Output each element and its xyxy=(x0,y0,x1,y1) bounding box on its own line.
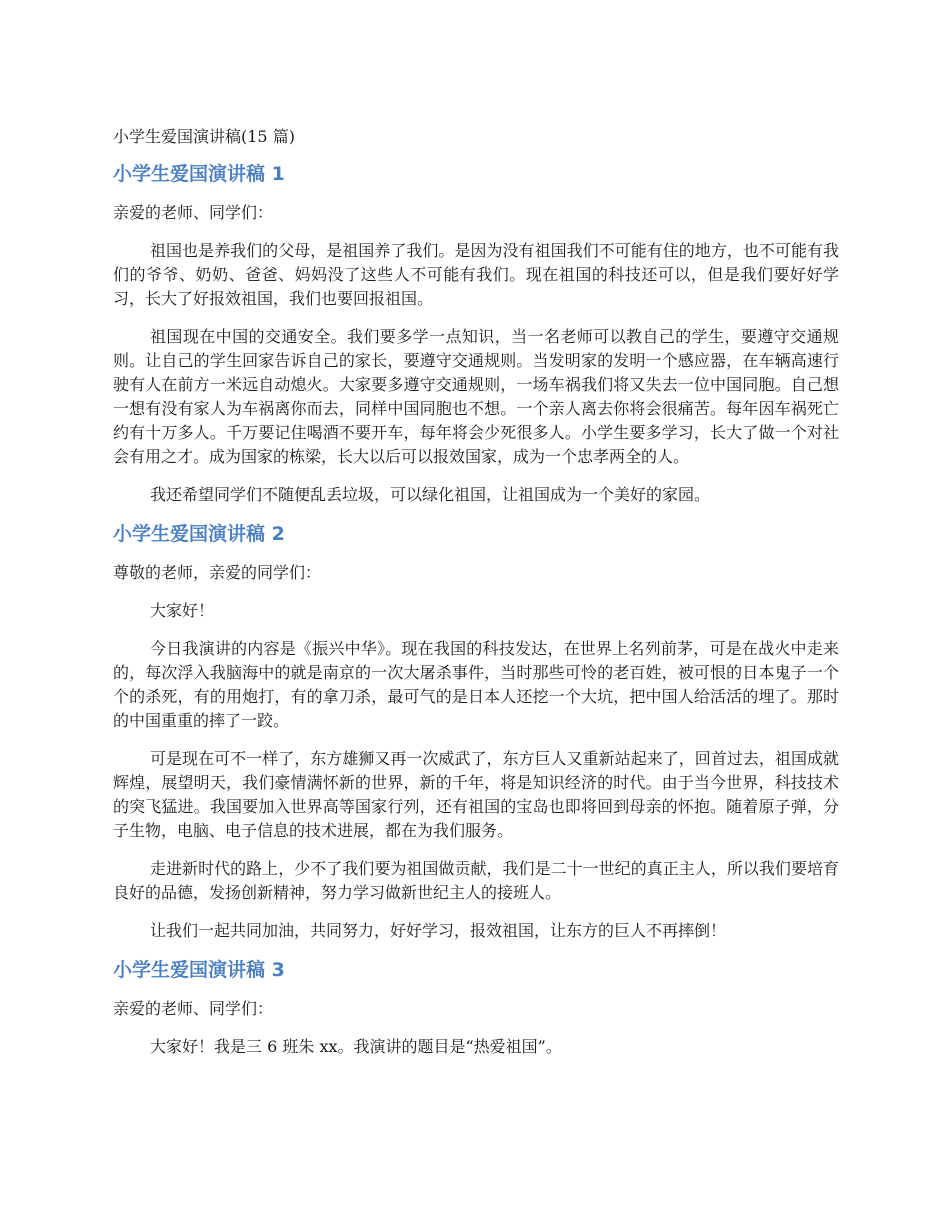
section-3-salutation: 亲爱的老师、同学们： xyxy=(113,999,274,1018)
section-2-paragraph-5: 让我们一起共同加油，共同努力，好好学习，报效祖国，让东方的巨人不再摔倒！ xyxy=(150,921,727,940)
section-1-salutation: 亲爱的老师、同学们： xyxy=(113,203,274,222)
section-2-paragraph-3: 可是现在可不一样了，东方雄狮又再一次威武了，东方巨人又重新站起来了，回首过去，祖国成就辉煌，展望明天，我们豪情满怀新的世界，新的千年，将是知识经济的时代。由于当今世界，科技技术的突飞猛进。我国要加入世界高等国家行列，还有祖国的宝岛也即将回到母亲的怀抱。随着原子弹，分子生物，电脑、电子信息的技术进展，都在为我们服务。 xyxy=(113,749,839,840)
section-1-paragraph-1: 祖国也是养我们的父母，是祖国养了我们。是因为没有祖国我们不可能有住的地方，也不可能有我们的爷爷、奶奶、爸爸、妈妈没了这些人不可能有我们。现在祖国的科技还可以，但是我们要好好学习，长大了好报效祖国，我们也要回报祖国。 xyxy=(113,241,839,308)
section-heading-3: 小学生爱国演讲稿 3 xyxy=(113,959,285,981)
section-1-paragraph-2: 祖国现在中国的交通安全。我们要多学一点知识，当一名老师可以教自己的学生，要遵守交通规则。让自己的学生回家告诉自己的家长，要遵守交通规则。当发明家的发明一个感应器，在车辆高速行驶有人在前方一米远自动熄火。大家要多遵守交通规则，一场车祸我们将又失去一位中国同胞。自己想一想有没有家人为车祸离你而去，同样中国同胞也不想。一个亲人离去你将会很痛苦。每年因车祸死亡约有十万多人。千万要记住喝酒不要开车，每年将会少死很多人。小学生要多学习，长大了做一个对社会有用之才。成为国家的栋梁，长大以后可以报效国家，成为一个忠孝两全的人。 xyxy=(113,327,839,466)
section-heading-2: 小学生爱国演讲稿 2 xyxy=(113,523,285,545)
section-heading-1: 小学生爱国演讲稿 1 xyxy=(113,163,285,185)
section-2-salutation: 尊敬的老师，亲爱的同学们： xyxy=(113,563,322,582)
section-2-paragraph-4: 走进新时代的路上，少不了我们要为祖国做贡献，我们是二十一世纪的真正主人，所以我们要培育良好的品德，发扬创新精神，努力学习做新世纪主人的接班人。 xyxy=(113,859,839,902)
section-3-paragraph-1: 大家好！我是三 6 班朱 xx。我演讲的题目是“热爱祖国”。 xyxy=(150,1037,562,1056)
section-2-paragraph-2: 今日我演讲的内容是《振兴中华》。现在我国的科技发达，在世界上名列前茅，可是在战火中走来的，每次浮入我脑海中的就是南京的一次大屠杀事件，当时那些可怜的老百姓，被可恨的日本鬼子一个个的杀死，有的用炮打，有的拿刀杀，最可气的是日本人还挖一个大坑，把中国人给活活的埋了。那时的中国重重的摔了一跤。 xyxy=(113,639,839,730)
section-2-paragraph-1: 大家好！ xyxy=(150,601,215,620)
document-page xyxy=(113,125,839,1073)
document-title: 小学生爱国演讲稿(15 篇) xyxy=(113,127,295,146)
section-1-paragraph-3: 我还希望同学们不随便乱丢垃圾，可以绿化祖国，让祖国成为一个美好的家园。 xyxy=(150,485,711,504)
